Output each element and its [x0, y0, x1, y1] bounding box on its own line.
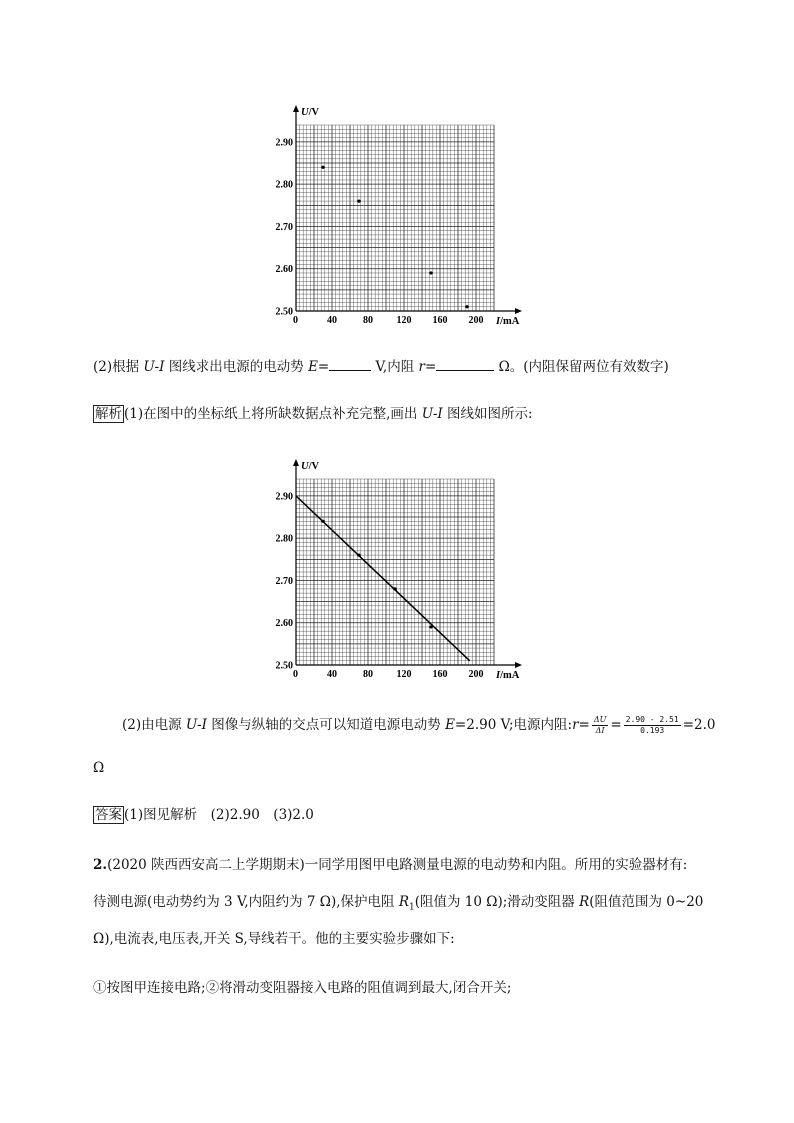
question2-line1: (2020 陕西西安高二上学期期末)一同学用图甲电路测量电源的电动势和内阻。所用的实验器材有:	[107, 857, 688, 873]
data-point	[429, 271, 432, 274]
x-axis-arrow-icon	[515, 662, 522, 668]
analysis-unit: Ω	[93, 760, 105, 776]
analysis-part2-a: (2)由电源	[122, 717, 186, 733]
x-tick-label: 120	[396, 315, 412, 326]
grid-paper	[296, 125, 494, 311]
y-tick-label: 2.70	[275, 221, 293, 233]
y-axis-arrow-icon	[293, 105, 299, 112]
question2-r1-sub: 1	[409, 902, 415, 913]
analysis-part1: (1)在图中的坐标纸上将所缺数据点补充完整,画出	[124, 406, 422, 422]
y-axis-arrow-icon	[293, 459, 299, 466]
analysis-line-1	[93, 405, 533, 423]
ui-graph-1	[268, 98, 528, 330]
data-point	[465, 305, 468, 308]
question2-r1: R	[398, 894, 410, 910]
q2-mid2: V,内阻	[371, 359, 419, 375]
fraction-values	[624, 715, 681, 736]
y-tick-label: 2.90	[275, 137, 293, 149]
q2-prefix: (2)根据	[93, 359, 144, 375]
x-tick-label: 40	[327, 315, 337, 326]
analysis-tag: 解析	[95, 406, 122, 422]
analysis-part2-c: =2.90 V;电源内阻:	[454, 717, 573, 733]
data-point	[357, 199, 360, 202]
y-axis-label	[301, 461, 320, 472]
question2-line-1	[93, 856, 687, 874]
q2-suffix: Ω。(内阻保留两位有效数字)	[494, 359, 669, 375]
step-circle-1: ①	[93, 980, 107, 996]
analysis-part2-b: 图像与纵轴的交点可以知道电源电动势	[206, 717, 446, 733]
question2-steps	[93, 979, 511, 997]
fraction-delta	[592, 715, 609, 736]
q2-r: r	[418, 359, 425, 375]
origin-label: 0	[293, 315, 298, 326]
answer-line	[93, 806, 314, 824]
analysis-r: r	[572, 717, 579, 733]
analysis-unit-line	[93, 759, 104, 777]
emf-answer-blank[interactable]	[329, 358, 371, 371]
x-tick-label: 120	[396, 669, 412, 680]
question2-line2-a: 待测电源(电动势约为 3 V,内阻约为 7 Ω),保护电阻	[93, 894, 399, 910]
y-axis-label	[301, 107, 320, 118]
question2-line-3	[93, 930, 455, 948]
x-tick-label: 80	[363, 315, 373, 326]
ui-graph-2-svg	[268, 452, 528, 684]
analysis-result: =2.0	[682, 717, 716, 733]
x-axis-label	[495, 670, 520, 681]
analysis-part1-end: 图线如图所示:	[442, 406, 533, 422]
question-2-line	[93, 358, 669, 376]
x-tick-label: 160	[432, 315, 448, 326]
analysis-e: E	[445, 717, 455, 733]
q2-ui: U-I	[143, 359, 165, 375]
ui-graph-1-svg	[268, 98, 528, 330]
step-circle-2: ②	[205, 980, 220, 996]
question2-line3: Ω),电流表,电压表,开关 S,导线若干。他的主要实验步骤如下:	[93, 931, 455, 947]
y-tick-label: 2.50	[275, 306, 293, 318]
y-tick-label: 2.60	[275, 618, 293, 630]
question2-number: 2.	[93, 857, 108, 873]
analysis-eq2: =	[610, 717, 622, 733]
frac2-num: 2.90 - 2.51	[625, 715, 679, 724]
data-point	[321, 166, 324, 169]
y-axis-label-unit: /V	[308, 461, 320, 472]
answer-text: (1)图见解析 (2)2.90 (3)2.0	[124, 807, 314, 823]
analysis-line-2	[122, 715, 715, 736]
x-tick-label: 200	[468, 315, 484, 326]
x-axis-label-unit: /mA	[500, 670, 520, 681]
y-tick-label: 2.90	[275, 491, 293, 503]
y-tick-label: 2.80	[275, 533, 293, 545]
x-axis-label-symbol: I	[496, 316, 501, 327]
analysis-ui: U-I	[421, 406, 443, 422]
analysis-ui-2: U-I	[185, 717, 207, 733]
analysis-eq: =	[578, 717, 590, 733]
question2-line2-b: (阻值为 10 Ω);滑动变阻器	[414, 894, 580, 910]
q2-mid1: 图线求出电源的电动势	[164, 359, 309, 375]
y-tick-label: 2.70	[275, 575, 293, 587]
x-tick-label: 160	[432, 669, 448, 680]
y-axis-label-symbol: U	[301, 107, 309, 118]
frac2-den: 0.193	[640, 726, 665, 735]
resistance-answer-blank[interactable]	[436, 358, 494, 371]
step-2: 将滑动变阻器接入电路的阻值调到最大,闭合开关;	[219, 980, 512, 996]
answer-tag: 答案	[95, 807, 122, 823]
step-1: 按图甲连接电路;	[106, 980, 206, 996]
ui-graph-2	[268, 452, 528, 684]
grid-paper	[296, 479, 494, 665]
y-axis-label-symbol: U	[301, 461, 309, 472]
question2-r: R	[579, 894, 590, 910]
origin-label: 0	[293, 669, 298, 680]
y-axis-label-unit: /V	[308, 107, 320, 118]
q2-e: E	[308, 359, 318, 375]
x-axis-label	[495, 316, 520, 327]
x-axis-label-symbol: I	[496, 670, 501, 681]
frac1-den: ΔI	[595, 726, 605, 735]
frac1-num: ΔU	[593, 715, 607, 724]
x-axis-label-unit: /mA	[500, 316, 520, 327]
y-tick-label: 2.80	[275, 179, 293, 191]
y-tick-label: 2.60	[275, 264, 293, 276]
q2-eq1: =	[317, 359, 330, 375]
y-tick-label: 2.50	[275, 660, 293, 672]
x-tick-label: 40	[327, 669, 337, 680]
q2-eq2: =	[424, 359, 437, 375]
question2-line-2	[93, 893, 703, 917]
question2-line2-c: (阻值范围为 0~20	[589, 894, 704, 910]
x-tick-label: 80	[363, 669, 373, 680]
x-axis-arrow-icon	[515, 308, 522, 314]
x-tick-label: 200	[468, 669, 484, 680]
